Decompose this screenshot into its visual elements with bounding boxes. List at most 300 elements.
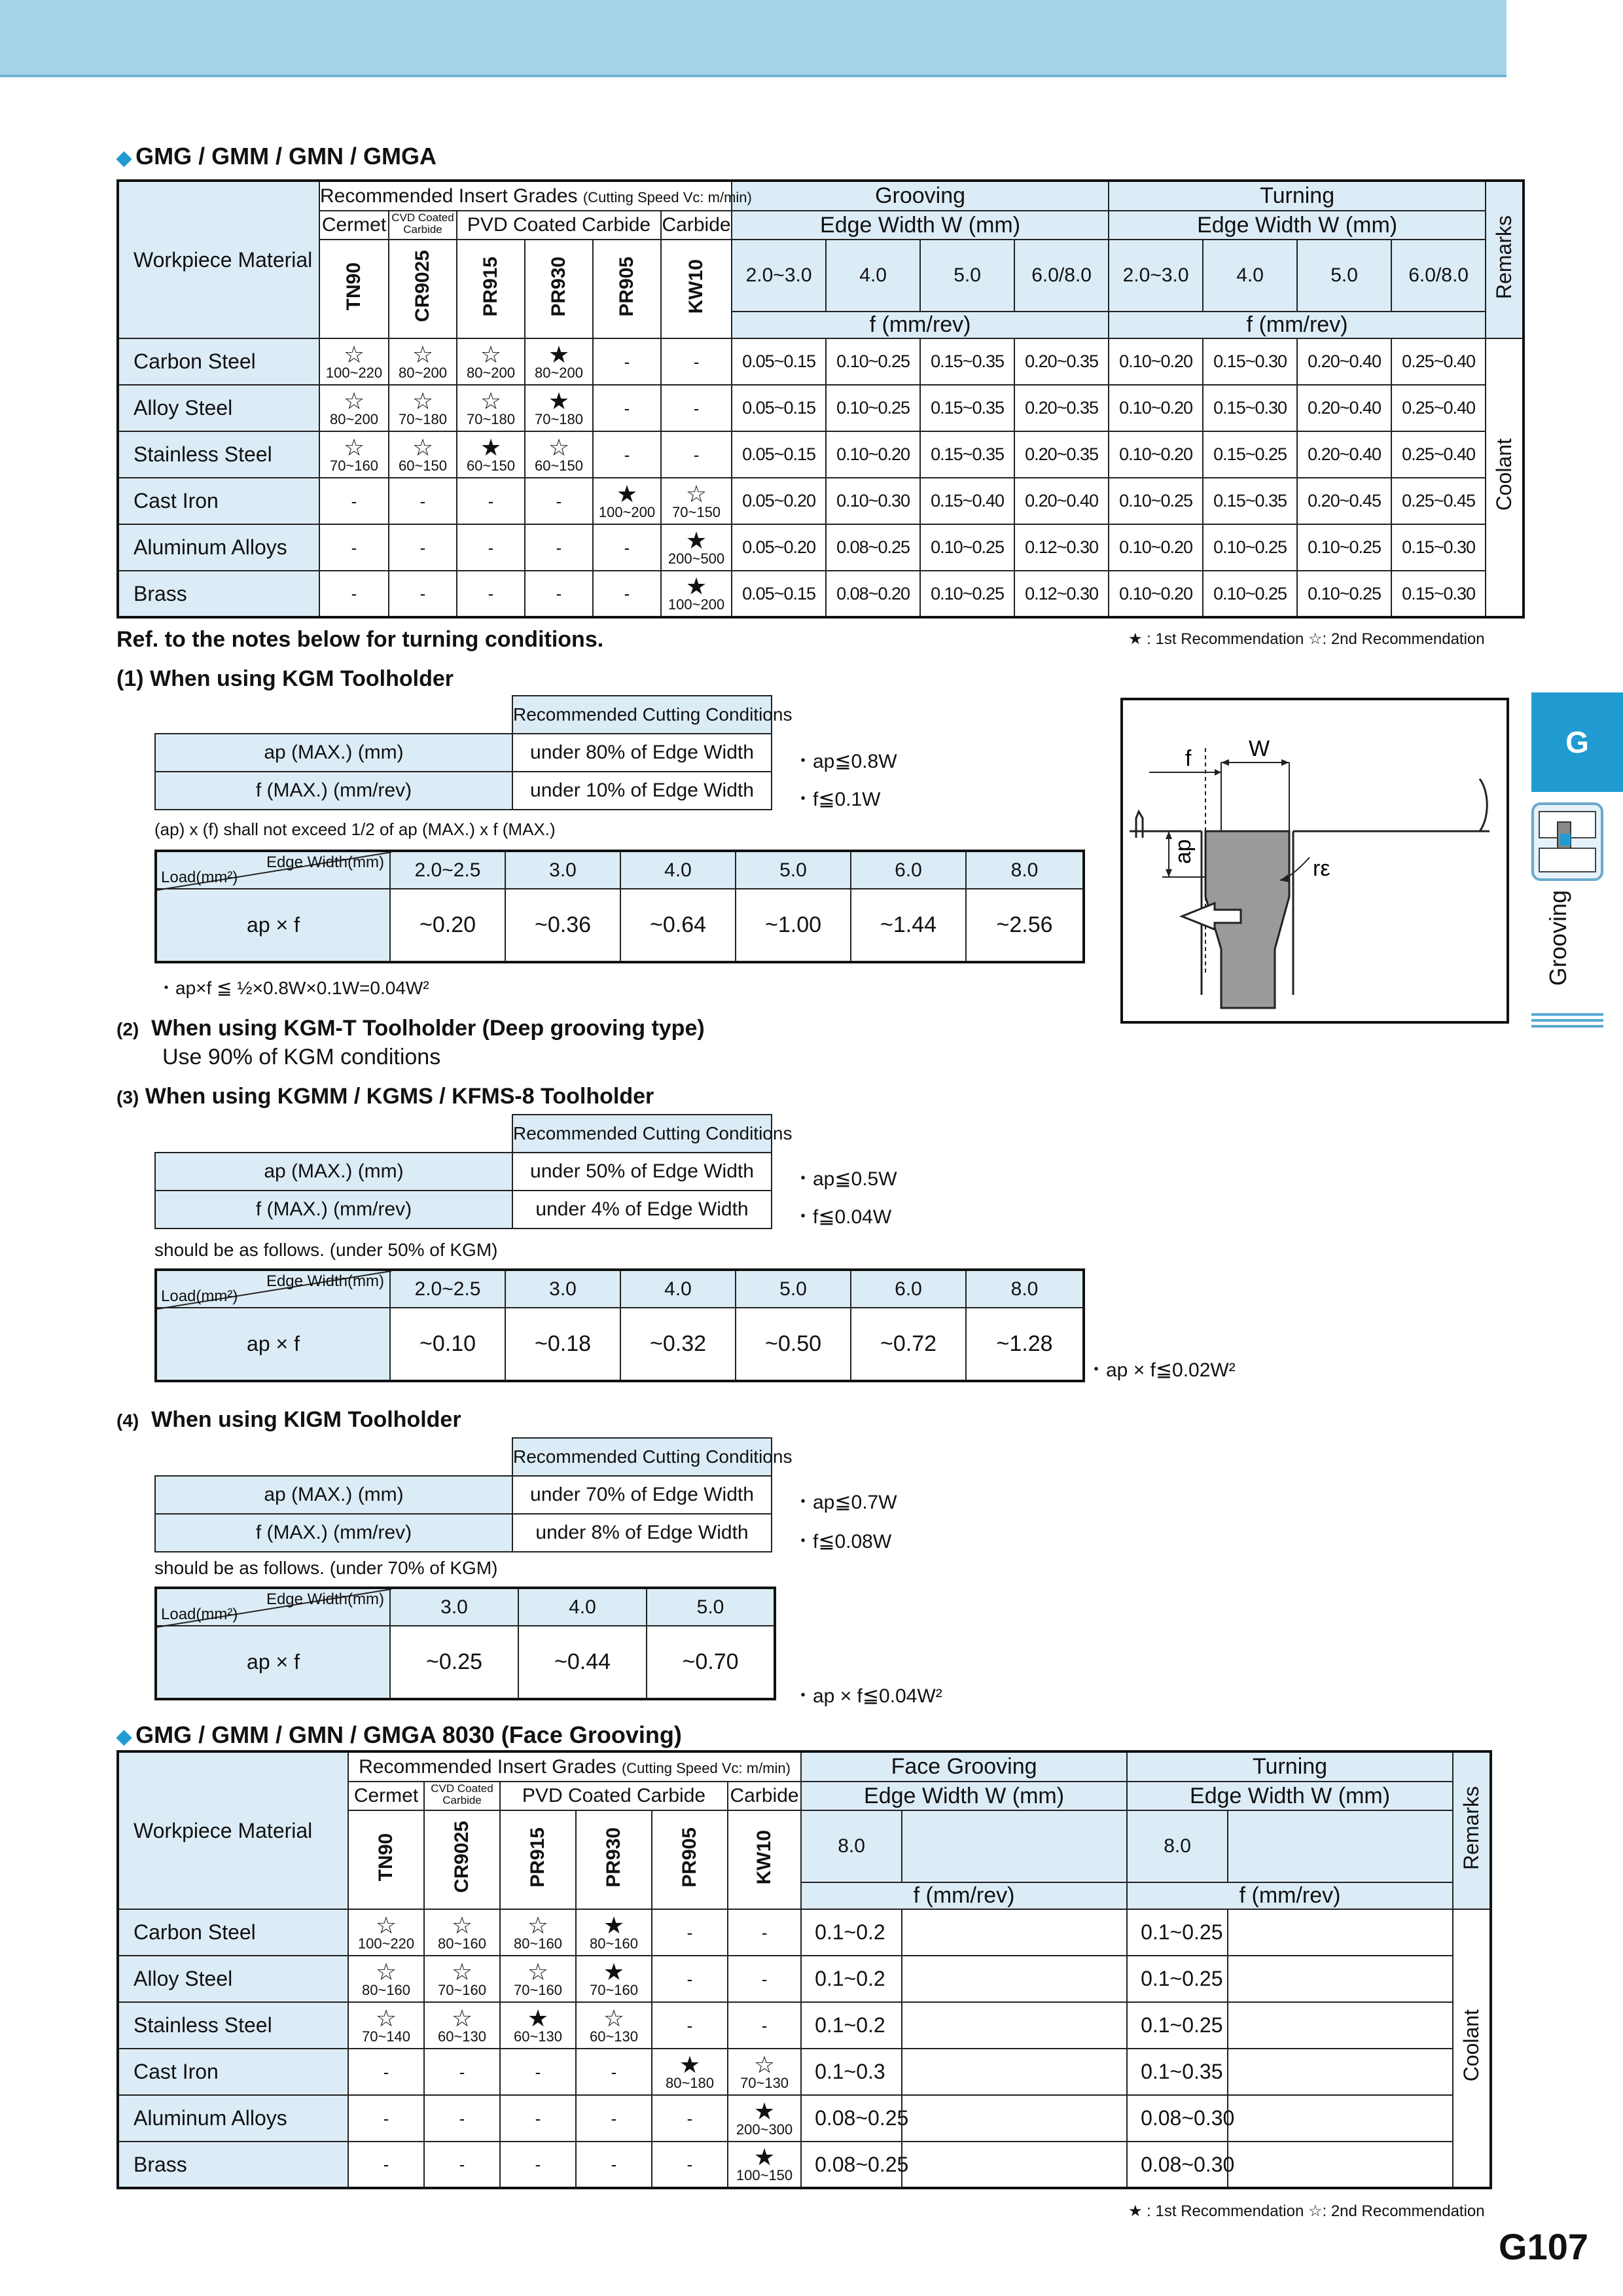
grade-tn90: TN90 bbox=[348, 1810, 424, 1909]
grade-rating-cell bbox=[593, 478, 661, 524]
cond4-f-value: under 8% of Edge Width bbox=[512, 1514, 772, 1552]
cond1-width: 6.0 bbox=[851, 851, 966, 889]
grade-rating-cell bbox=[424, 1956, 500, 2002]
grade-cr9025: CR9025 bbox=[389, 240, 457, 338]
grade-rating-cell bbox=[576, 1956, 652, 2002]
turning-edge-width-2: Edge Width W (mm) bbox=[1127, 1782, 1453, 1810]
dash-mark: - bbox=[611, 2062, 617, 2082]
rec-grades-header-2: Recommended Insert Grades (Cutting Speed Vc: m/min) bbox=[348, 1751, 801, 1782]
blank-cell bbox=[1228, 2049, 1453, 2095]
cutting-speed: 80~160 bbox=[437, 1935, 487, 1952]
cutting-speed: 60~150 bbox=[398, 457, 448, 474]
cvd-header-2: CVD Coated Carbide bbox=[424, 1782, 500, 1810]
dash-mark: - bbox=[556, 537, 562, 558]
cond1-width: 5.0 bbox=[736, 851, 851, 889]
material-name: Brass bbox=[118, 571, 319, 617]
grade-rating-cell bbox=[424, 2142, 500, 2188]
material-name: Aluminum Alloys bbox=[118, 2095, 348, 2142]
material-name: Carbon Steel bbox=[118, 1909, 348, 1956]
grade-kw10: KW10 bbox=[661, 240, 732, 338]
grade-rating-cell bbox=[457, 524, 525, 571]
feed-value: 0.20~0.40 bbox=[1297, 431, 1391, 478]
feed-value: 0.20~0.35 bbox=[1014, 431, 1109, 478]
grade-rating-cell bbox=[348, 1956, 424, 2002]
feed-value: 0.08~0.20 bbox=[826, 571, 920, 617]
cond1-f-value: under 10% of Edge Width bbox=[512, 772, 772, 810]
feed-value: 0.12~0.30 bbox=[1014, 571, 1109, 617]
section1-title: ◆ GMG / GMM / GMN / GMGA bbox=[116, 143, 437, 170]
cutting-speed: 60~130 bbox=[513, 2028, 563, 2045]
grade-kw10: KW10 bbox=[728, 1810, 801, 1909]
dash-mark: - bbox=[488, 584, 494, 603]
cond4-value: ~0.70 bbox=[647, 1626, 775, 1699]
star-filled-icon: ★ bbox=[753, 2144, 776, 2170]
star-outline-icon: ☆ bbox=[375, 1958, 397, 1985]
cond3-rec-header: Recommended Cutting Conditions bbox=[512, 1115, 772, 1153]
feed-value: 0.10~0.25 bbox=[1203, 524, 1297, 571]
blank-cell bbox=[902, 2095, 1127, 2142]
star-filled-icon: ★ bbox=[685, 526, 707, 554]
cond1-ap-label: ap (MAX.) (mm) bbox=[155, 734, 512, 772]
blank-cell bbox=[1228, 1909, 1453, 1956]
cond4-width: 3.0 bbox=[390, 1588, 518, 1626]
grade-rating-cell bbox=[593, 431, 661, 478]
feed-value: 0.20~0.40 bbox=[1014, 478, 1109, 524]
grade-rating-cell bbox=[661, 385, 732, 431]
grade-rating-cell bbox=[319, 385, 389, 431]
face-grooving-table bbox=[116, 1750, 1492, 2189]
cutting-speed: 100~200 bbox=[668, 596, 725, 613]
cond4-ap-note: ・ap≦0.7W bbox=[793, 1492, 897, 1513]
dash-mark: - bbox=[351, 537, 357, 558]
turning-header: Turning bbox=[1109, 181, 1486, 211]
dash-mark: - bbox=[488, 491, 494, 511]
grade-rating-cell bbox=[319, 431, 389, 478]
star-filled-icon: ★ bbox=[480, 433, 502, 461]
grade-rating-cell bbox=[661, 524, 732, 571]
face-grooving-header: Face Grooving bbox=[801, 1751, 1127, 1782]
feed-value: 0.20~0.35 bbox=[1014, 385, 1109, 431]
blank-cell bbox=[902, 2049, 1127, 2095]
cutting-speed: 70~180 bbox=[534, 410, 584, 427]
dash-mark: - bbox=[459, 2062, 465, 2082]
cond1-value: ~0.36 bbox=[505, 889, 620, 962]
grade-rating-cell bbox=[728, 2095, 801, 2142]
material-row bbox=[118, 1909, 1491, 1956]
cutting-speed: 80~160 bbox=[589, 1935, 639, 1952]
legend-1: ★ : 1st Recommendation ☆: 2nd Recommendation bbox=[1128, 630, 1485, 648]
material-row bbox=[118, 1956, 1491, 2002]
feed-value: 0.10~0.25 bbox=[1297, 571, 1391, 617]
pvd-header-2: PVD Coated Carbide bbox=[500, 1782, 728, 1810]
feed-value: 0.08~0.25 bbox=[826, 524, 920, 571]
cond4-table bbox=[154, 1437, 793, 1552]
material-row bbox=[118, 478, 1524, 524]
cond1-title: (1) When using KGM Toolholder bbox=[116, 666, 454, 691]
cond1-ap-value: under 80% of Edge Width bbox=[512, 734, 772, 772]
feed-value: 0.10~0.25 bbox=[1109, 478, 1203, 524]
cutting-speed: 100~200 bbox=[598, 503, 656, 520]
cutting-speed: 70~160 bbox=[437, 1981, 487, 1998]
blank-cell bbox=[1228, 2095, 1453, 2142]
cond3-load-table bbox=[154, 1268, 1085, 1382]
material-name: Brass bbox=[118, 2142, 348, 2188]
coolant-remark: Coolant bbox=[1486, 338, 1524, 617]
cond1-value: ~1.44 bbox=[851, 889, 966, 962]
material-row bbox=[118, 2002, 1491, 2049]
blank-cell bbox=[1228, 2002, 1453, 2049]
cutting-speed: 70~180 bbox=[466, 410, 516, 427]
width-blank bbox=[902, 1810, 1127, 1882]
star-outline-icon: ☆ bbox=[527, 1958, 549, 1985]
dash-mark: - bbox=[351, 584, 357, 603]
cond4-formula: ・ap × f≦0.04W² bbox=[793, 1685, 942, 1707]
cvd-header: CVD Coated Carbide bbox=[389, 211, 457, 240]
feed-value: 0.10~0.30 bbox=[826, 478, 920, 524]
grade-rating-cell bbox=[576, 2095, 652, 2142]
cond2-title: (2) When using KGM-T Toolholder (Deep grooving type) bbox=[116, 1016, 705, 1041]
cond3-value: ~0.50 bbox=[736, 1308, 851, 1381]
dash-mark: - bbox=[761, 1922, 768, 1943]
cond4-value: ~0.44 bbox=[518, 1626, 647, 1699]
grade-rating-cell bbox=[348, 2049, 424, 2095]
cond3-width: 8.0 bbox=[966, 1270, 1084, 1308]
star-outline-icon: ☆ bbox=[451, 2004, 473, 2032]
dash-mark: - bbox=[383, 2155, 389, 2174]
cond3-table bbox=[154, 1114, 793, 1229]
grade-tn90: TN90 bbox=[319, 240, 389, 338]
cermet-header: Cermet bbox=[319, 211, 389, 240]
cutting-speed: 70~130 bbox=[740, 2074, 789, 2091]
cond1-value: ~1.00 bbox=[736, 889, 851, 962]
feed-value: 0.15~0.35 bbox=[920, 338, 1014, 385]
cond1-sub-note: (ap) x (f) shall not exceed 1/2 of ap (MAX.) x f (MAX.) bbox=[154, 819, 556, 839]
star-outline-icon: ☆ bbox=[375, 2004, 397, 2032]
width-cell: 2.0~3.0 bbox=[732, 240, 826, 312]
cutting-speed: 60~150 bbox=[466, 457, 516, 474]
dash-mark: - bbox=[687, 2155, 693, 2174]
header-band bbox=[0, 0, 1507, 77]
grade-rating-cell bbox=[525, 524, 593, 571]
material-name: Stainless Steel bbox=[118, 2002, 348, 2049]
cond3-value: ~0.72 bbox=[851, 1308, 966, 1381]
feed-value: 0.1~0.2 bbox=[801, 2002, 902, 2049]
blank-cell bbox=[902, 2002, 1127, 2049]
feed-value: 0.1~0.2 bbox=[801, 1909, 902, 1956]
face-feed-header: f (mm/rev) bbox=[801, 1882, 1127, 1909]
dash-mark: - bbox=[459, 2155, 465, 2174]
grade-rating-cell bbox=[424, 2095, 500, 2142]
feed-value: 0.15~0.35 bbox=[920, 385, 1014, 431]
star-filled-icon: ★ bbox=[603, 1958, 625, 1985]
diagram-label-re: rε bbox=[1313, 856, 1330, 881]
grade-rating-cell bbox=[652, 2095, 728, 2142]
cutting-speed: 80~200 bbox=[398, 364, 448, 381]
dash-mark: - bbox=[687, 2108, 693, 2128]
grade-rating-cell bbox=[661, 338, 732, 385]
dash-mark: - bbox=[687, 1922, 693, 1943]
cutting-speed: 70~140 bbox=[361, 2028, 411, 2045]
feed-value: 0.20~0.40 bbox=[1297, 385, 1391, 431]
dash-mark: - bbox=[535, 2108, 541, 2128]
star-outline-icon: ☆ bbox=[343, 433, 365, 461]
feed-value: 0.08~0.25 bbox=[801, 2095, 902, 2142]
cutting-speed: 80~200 bbox=[534, 364, 584, 381]
material-row bbox=[118, 524, 1524, 571]
feed-value: 0.1~0.25 bbox=[1127, 1956, 1228, 2002]
feed-value: 0.15~0.30 bbox=[1391, 571, 1486, 617]
grade-rating-cell bbox=[576, 2002, 652, 2049]
feed-value: 0.15~0.40 bbox=[920, 478, 1014, 524]
dash-mark: - bbox=[419, 537, 426, 558]
cond3-ap-label: ap (MAX.) (mm) bbox=[155, 1153, 512, 1191]
cutting-speed: 100~220 bbox=[357, 1935, 415, 1952]
grade-rating-cell bbox=[457, 385, 525, 431]
feed-value: 0.05~0.15 bbox=[732, 385, 826, 431]
cond3-width: 6.0 bbox=[851, 1270, 966, 1308]
cutting-speed: 80~160 bbox=[361, 1981, 411, 1998]
feed-value: 0.10~0.25 bbox=[826, 385, 920, 431]
grade-rating-cell bbox=[500, 2142, 576, 2188]
cond4-sub-note: should be as follows. (under 70% of KGM) bbox=[154, 1558, 498, 1578]
grade-rating-cell bbox=[424, 2002, 500, 2049]
cond4-f-note: ・f≦0.08W bbox=[793, 1531, 892, 1552]
feed-value: 0.10~0.25 bbox=[920, 571, 1014, 617]
cond1-value: ~0.20 bbox=[390, 889, 505, 962]
grade-rating-cell bbox=[576, 1909, 652, 1956]
grade-rating-cell bbox=[728, 2002, 801, 2049]
feed-value: 0.10~0.20 bbox=[826, 431, 920, 478]
grade-rating-cell bbox=[652, 1956, 728, 2002]
cond4-title: (4) When using KIGM Toolholder bbox=[116, 1407, 461, 1432]
grade-rating-cell bbox=[525, 338, 593, 385]
feed-value: 0.15~0.35 bbox=[920, 431, 1014, 478]
cond4-width: 5.0 bbox=[647, 1588, 775, 1626]
grade-rating-cell bbox=[348, 2095, 424, 2142]
cond1-rec-header: Recommended Cutting Conditions bbox=[512, 696, 772, 734]
cutting-speed: 80~180 bbox=[665, 2074, 715, 2091]
star-filled-icon: ★ bbox=[679, 2051, 701, 2078]
side-label-grooving: Grooving bbox=[1544, 890, 1571, 986]
grade-rating-cell bbox=[389, 431, 457, 478]
grooving-tool-icon bbox=[1531, 802, 1603, 881]
grade-rating-cell bbox=[728, 1956, 801, 2002]
cond4-load-table bbox=[154, 1587, 776, 1700]
cond3-load-header: Edge Width(mm) Load(mm²) bbox=[156, 1270, 390, 1308]
cond1-f-note: ・f≦0.1W bbox=[793, 789, 881, 810]
cutting-speed: 60~130 bbox=[589, 2028, 639, 2045]
grade-rating-cell bbox=[457, 478, 525, 524]
grooving-header: Grooving bbox=[732, 181, 1109, 211]
dash-mark: - bbox=[693, 351, 700, 372]
grade-rating-cell bbox=[593, 524, 661, 571]
carbide-header: Carbide bbox=[661, 211, 732, 240]
feed-value: 0.05~0.15 bbox=[732, 431, 826, 478]
cond3-width: 3.0 bbox=[505, 1270, 620, 1308]
feed-value: 0.1~0.25 bbox=[1127, 2002, 1228, 2049]
cutting-speed: 70~150 bbox=[672, 503, 721, 520]
grade-rating-cell bbox=[389, 571, 457, 617]
cond4-ap-label: ap (MAX.) (mm) bbox=[155, 1476, 512, 1514]
cond3-f-note: ・f≦0.04W bbox=[793, 1206, 892, 1228]
grade-rating-cell bbox=[500, 1909, 576, 1956]
blank-cell bbox=[1228, 2142, 1453, 2188]
feed-value: 0.10~0.20 bbox=[1109, 431, 1203, 478]
cond4-rec-header: Recommended Cutting Conditions bbox=[512, 1438, 772, 1476]
dash-mark: - bbox=[611, 2108, 617, 2128]
star-outline-icon: ☆ bbox=[685, 480, 707, 507]
grade-rating-cell bbox=[576, 2142, 652, 2188]
feed-value: 0.1~0.25 bbox=[1127, 1909, 1228, 1956]
cond1-ap-note: ・ap≦0.8W bbox=[793, 751, 897, 772]
material-row bbox=[118, 571, 1524, 617]
grade-rating-cell bbox=[348, 2002, 424, 2049]
width-cell: 2.0~3.0 bbox=[1109, 240, 1203, 312]
cond1-width: 2.0~2.5 bbox=[390, 851, 505, 889]
dash-mark: - bbox=[687, 1969, 693, 1989]
cond3-value: ~0.32 bbox=[620, 1308, 736, 1381]
grade-rating-cell bbox=[728, 2049, 801, 2095]
grade-rating-cell bbox=[500, 2095, 576, 2142]
feed-value: 0.10~0.25 bbox=[920, 524, 1014, 571]
star-filled-icon: ★ bbox=[753, 2097, 776, 2125]
feed-value: 0.25~0.45 bbox=[1391, 478, 1486, 524]
grooving-table bbox=[116, 179, 1525, 619]
feed-value: 0.05~0.20 bbox=[732, 478, 826, 524]
cutting-speed: 60~150 bbox=[534, 457, 584, 474]
cutting-speed: 80~200 bbox=[466, 364, 516, 381]
grade-rating-cell bbox=[500, 1956, 576, 2002]
turning-feed-header-2: f (mm/rev) bbox=[1127, 1882, 1453, 1909]
grade-rating-cell bbox=[319, 571, 389, 617]
width-cell: 5.0 bbox=[920, 240, 1014, 312]
rec-grades-header: Recommended Insert Grades (Cutting Speed Vc: m/min) bbox=[319, 181, 732, 211]
grade-rating-cell bbox=[319, 338, 389, 385]
feed-value: 0.15~0.30 bbox=[1203, 385, 1297, 431]
cond1-load-header: Edge Width(mm) Load(mm²) bbox=[156, 851, 390, 889]
grade-rating-cell bbox=[500, 2049, 576, 2095]
page-number: G107 bbox=[1499, 2226, 1588, 2267]
star-outline-icon: ☆ bbox=[451, 1911, 473, 1939]
grade-rating-cell bbox=[593, 338, 661, 385]
dash-mark: - bbox=[419, 584, 426, 603]
star-outline-icon: ☆ bbox=[603, 2004, 625, 2032]
pvd-header: PVD Coated Carbide bbox=[457, 211, 661, 240]
grade-rating-cell bbox=[652, 2002, 728, 2049]
grooving-diagram bbox=[1120, 698, 1509, 1024]
material-row bbox=[118, 2049, 1491, 2095]
dash-mark: - bbox=[761, 2015, 768, 2036]
feed-value: 0.05~0.15 bbox=[732, 571, 826, 617]
grooving-edge-width: Edge Width W (mm) bbox=[732, 211, 1109, 240]
star-outline-icon: ☆ bbox=[412, 340, 434, 368]
cond3-ap-note: ・ap≦0.5W bbox=[793, 1168, 897, 1190]
dash-mark: - bbox=[535, 2062, 541, 2082]
side-tab-g[interactable]: G bbox=[1531, 692, 1623, 792]
grade-rating-cell bbox=[661, 478, 732, 524]
grade-pr930: PR930 bbox=[525, 240, 593, 338]
cutting-speed: 80~160 bbox=[513, 1935, 563, 1952]
feed-value: 0.10~0.25 bbox=[1297, 524, 1391, 571]
star-outline-icon: ☆ bbox=[412, 433, 434, 461]
width-cell: 5.0 bbox=[1297, 240, 1391, 312]
cond3-row-label: ap × f bbox=[156, 1308, 390, 1381]
cond3-ap-value: under 50% of Edge Width bbox=[512, 1153, 772, 1191]
grade-rating-cell bbox=[525, 571, 593, 617]
grade-rating-cell bbox=[593, 571, 661, 617]
grade-rating-cell bbox=[728, 2142, 801, 2188]
face-edge-width: Edge Width W (mm) bbox=[801, 1782, 1127, 1810]
grade-rating-cell bbox=[576, 2049, 652, 2095]
star-outline-icon: ☆ bbox=[412, 387, 434, 414]
dash-mark: - bbox=[351, 491, 357, 511]
cond3-value: ~0.18 bbox=[505, 1308, 620, 1381]
cond1-row-label: ap × f bbox=[156, 889, 390, 962]
grade-rating-cell bbox=[525, 478, 593, 524]
cond2-body: Use 90% of KGM conditions bbox=[162, 1045, 441, 1069]
grade-rating-cell bbox=[525, 385, 593, 431]
grade-rating-cell bbox=[348, 2142, 424, 2188]
feed-value: 0.10~0.20 bbox=[1109, 338, 1203, 385]
star-outline-icon: ☆ bbox=[343, 340, 365, 368]
dash-mark: - bbox=[419, 491, 426, 511]
cond3-value: ~0.10 bbox=[390, 1308, 505, 1381]
grooving-diagram-svg bbox=[1123, 700, 1507, 1021]
star-outline-icon: ☆ bbox=[527, 1911, 549, 1939]
cond3-width: 4.0 bbox=[620, 1270, 736, 1308]
cutting-speed: 100~220 bbox=[325, 364, 383, 381]
grade-pr930: PR930 bbox=[576, 1810, 652, 1909]
cutting-speed: 70~160 bbox=[329, 457, 379, 474]
star-outline-icon: ☆ bbox=[451, 1958, 473, 1985]
grade-rating-cell bbox=[593, 385, 661, 431]
turning-header-2: Turning bbox=[1127, 1751, 1453, 1782]
grade-rating-cell bbox=[424, 2049, 500, 2095]
feed-value: 0.05~0.20 bbox=[732, 524, 826, 571]
blank-cell bbox=[1228, 1956, 1453, 2002]
dash-mark: - bbox=[624, 351, 630, 372]
feed-value: 0.10~0.20 bbox=[1109, 571, 1203, 617]
turning-feed-header: f (mm/rev) bbox=[1109, 312, 1486, 338]
grade-rating-cell bbox=[652, 2049, 728, 2095]
material-name: Alloy Steel bbox=[118, 385, 319, 431]
diamond-icon: ◆ bbox=[116, 1726, 132, 1748]
cond3-sub-note: should be as follows. (under 50% of KGM) bbox=[154, 1240, 498, 1260]
grade-pr905: PR905 bbox=[593, 240, 661, 338]
cutting-speed: 60~130 bbox=[437, 2028, 487, 2045]
dash-mark: - bbox=[611, 2155, 617, 2174]
width-blank bbox=[1228, 1810, 1453, 1882]
section2-title: ◆ GMG / GMM / GMN / GMGA 8030 (Face Grooving) bbox=[116, 1721, 682, 1748]
cond1-width: 4.0 bbox=[620, 851, 736, 889]
feed-value: 0.12~0.30 bbox=[1014, 524, 1109, 571]
dash-mark: - bbox=[383, 2108, 389, 2128]
feed-value: 0.1~0.35 bbox=[1127, 2049, 1228, 2095]
grade-pr905: PR905 bbox=[652, 1810, 728, 1909]
grade-pr915: PR915 bbox=[457, 240, 525, 338]
grade-rating-cell bbox=[389, 385, 457, 431]
workpiece-header: Workpiece Material bbox=[118, 181, 319, 338]
cond3-width: 5.0 bbox=[736, 1270, 851, 1308]
cond1-table bbox=[154, 695, 793, 810]
dash-mark: - bbox=[383, 2062, 389, 2082]
dash-mark: - bbox=[693, 398, 700, 418]
cutting-speed: 70~160 bbox=[589, 1981, 639, 1998]
cond3-f-value: under 4% of Edge Width bbox=[512, 1191, 772, 1229]
dash-mark: - bbox=[459, 2108, 465, 2128]
width-cell: 8.0 bbox=[801, 1810, 902, 1882]
grade-rating-cell bbox=[389, 478, 457, 524]
